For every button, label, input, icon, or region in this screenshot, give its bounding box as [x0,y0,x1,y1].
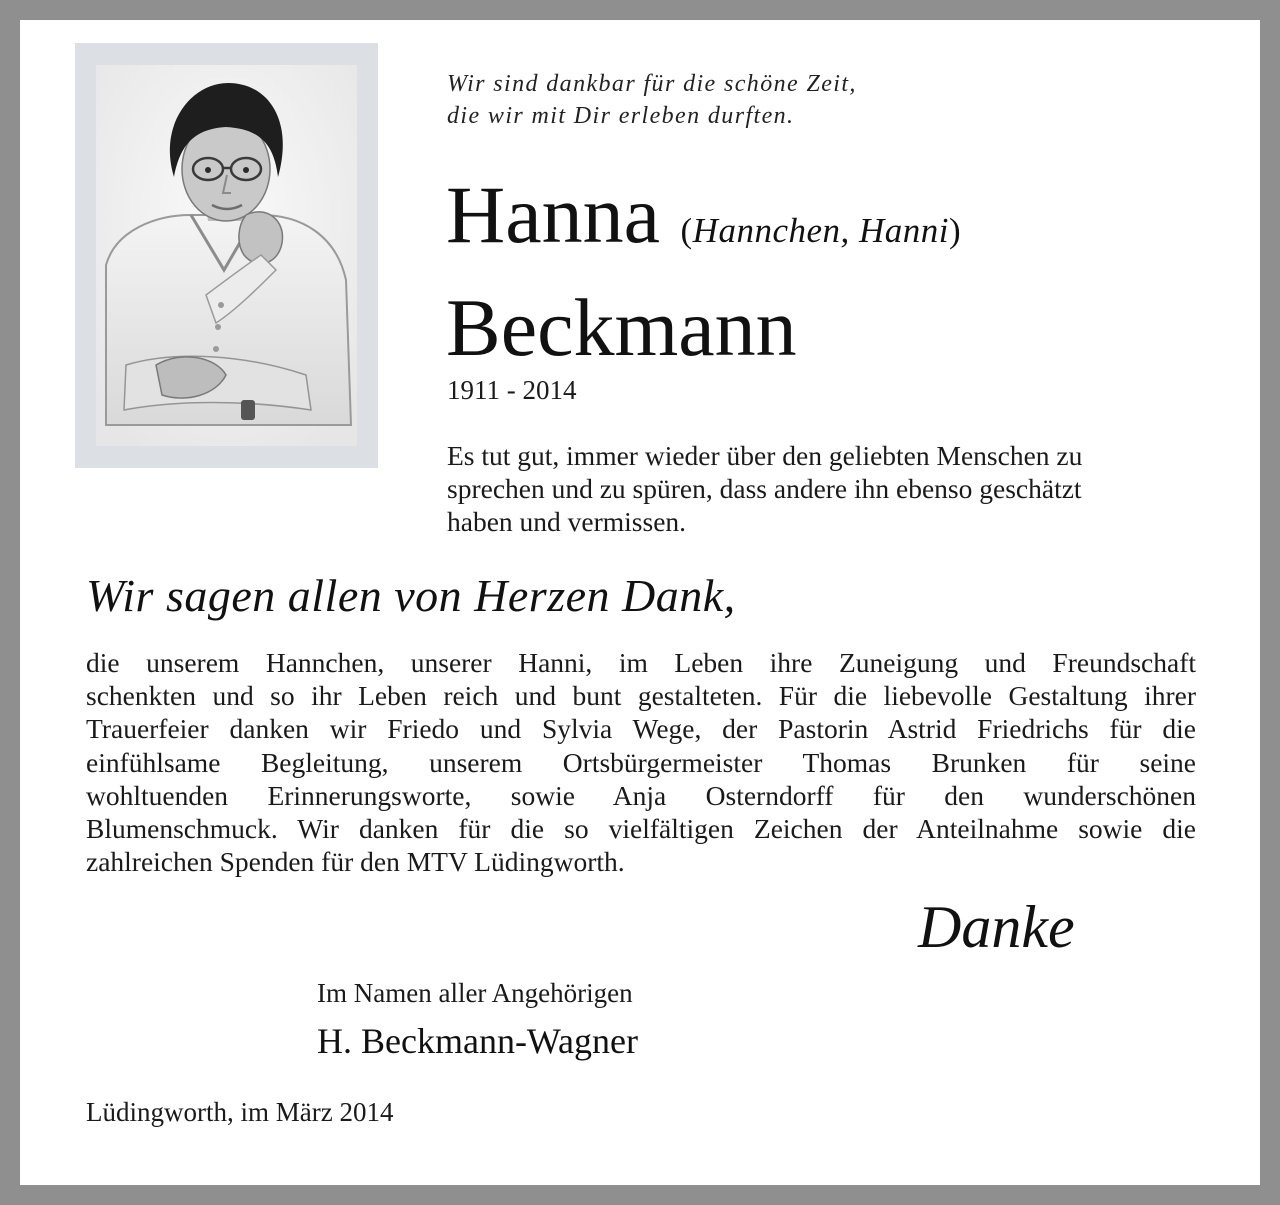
thanks-body [86,646,1196,878]
thanks-heading: Wir sagen allen von Herzen Dank, [86,570,736,621]
portrait-frame [75,43,378,468]
thanks-line: Trauerfeier danken wir Friedo und Sylvia Wege, der Pastorin Astrid Friedrichs für die [86,713,1196,745]
portrait-illustration [96,65,357,446]
blouse-button [218,302,224,308]
life-dates: 1911 - 2014 [447,375,577,405]
first-name: Hanna [446,169,661,260]
deceased-first-name-line [446,170,961,276]
quote-line: Wir sind dankbar für die schöne Zeit, [447,71,857,97]
closing-word: Danke [918,894,1075,960]
nicknames-open-paren: ( [680,211,693,250]
blouse-button [215,324,221,330]
solace-line: sprechen und zu spüren, dass andere ihn ebenso geschätzt [447,473,1082,504]
solace-line: Es tut gut, immer wieder über den geliebten Menschen zu [447,440,1083,471]
left-eye [205,167,211,173]
solace-text [447,439,1187,538]
thanks-line: die unserem Hannchen, unserer Hanni, im Leben ihre Zuneigung und Freundschaft [86,647,1196,678]
place-and-date: Lüdingworth, im März 2014 [86,1097,394,1127]
thanks-line: schenkten und so ihr Leben reich und bunt gestalteten. Für die liebevolle Gestaltung ihrer [86,680,1196,712]
nicknames-close-paren: ) [949,211,962,250]
obituary-notice [20,20,1260,1185]
nicknames-text: Hannchen, Hanni [692,211,950,250]
signature-intro: Im Namen aller Angehörigen [317,978,633,1008]
nicknames [681,211,962,250]
signature-name: H. Beckmann-Wagner [317,1021,638,1061]
portrait-photo [96,65,357,446]
thanks-line: einfühlsame Begleitung, unserem Ortsbürgermeister Thomas Brunken für seine [86,746,1196,778]
deceased-last-name: Beckmann [446,282,797,373]
blouse-button [213,346,219,352]
right-eye [243,167,249,173]
thanks-line: Blumenschmuck. Wir danken für die so vielfältigen Zeichen der Anteilnahme sowie die [86,813,1196,845]
thanks-line: wohltuenden Erinnerungsworte, sowie Anja Osterndorff für den wunderschönen [86,779,1196,811]
solace-line: haben und vermissen. [447,506,687,537]
thanks-line: zahlreichen Spenden für den MTV Lüdingworth. [86,846,625,878]
opening-quote [447,68,857,132]
quote-line: die wir mit Dir erleben durften. [447,103,795,129]
watch-icon [241,400,255,420]
